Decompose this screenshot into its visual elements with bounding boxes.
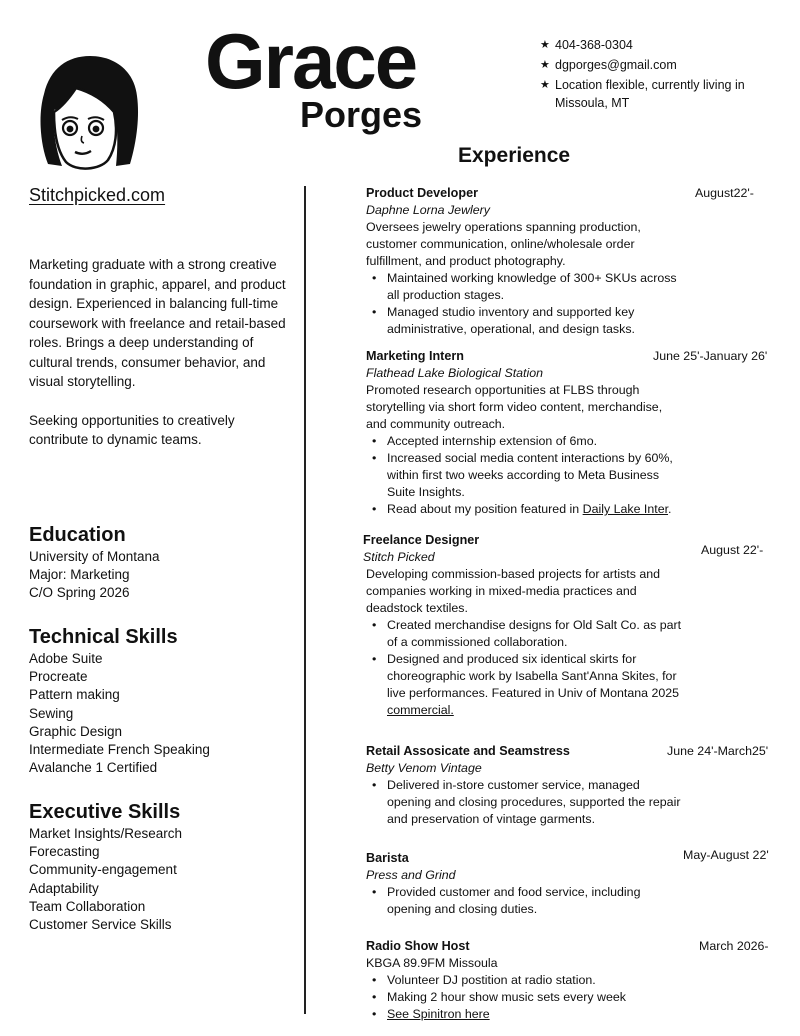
job-company: KBGA 89.9FM Missoula (366, 956, 498, 970)
job-title: Radio Show Host (366, 939, 470, 953)
education-item: C/O Spring 2026 (29, 585, 130, 601)
executive-skill-item: Forecasting (29, 844, 100, 860)
first-name: Grace (205, 17, 417, 105)
bullet-icon: • (372, 652, 377, 666)
star-icon: ★ (540, 39, 550, 51)
summary-paragraph: Marketing graduate with a strong creative foundation in graphic, apparel, and product design. Experienced in balancing full-time coursework with freelance and retail-based roles. Brings a deep understanding of cultural trends, consumer behavior, and visual storytelling. (29, 257, 286, 389)
job-bullet: • Designed and produced six identical skirts for choreographic work by Isabella Sant'Anna Skites, for live performances. Featured in Univ of Montana 2025 commercial. (372, 652, 680, 717)
technical-skill-item: Pattern making (29, 687, 120, 703)
job-bullets (366, 972, 687, 1023)
spinitron-link[interactable]: See Spinitron here (387, 1007, 490, 1021)
job-bullet: • Delivered in-store customer service, managed opening and closing procedures, supported the repair and preservation of vintage garments. (372, 778, 681, 826)
star-icon: ★ (540, 59, 550, 71)
job-title: Marketing Intern (366, 349, 464, 363)
bullet-icon: • (372, 618, 377, 632)
website-link[interactable]: Stitchpicked.com (29, 185, 166, 205)
avatar-illustration (38, 52, 140, 170)
last-name: Porges (300, 94, 423, 135)
job-bullets (366, 270, 687, 338)
job-bullet: • Managed studio inventory and supported key administrative, operational, and design tasks. (372, 305, 635, 336)
experience-heading: Experience (458, 144, 571, 167)
job-title: Product Developer (366, 186, 478, 200)
job-marketing-intern (366, 348, 771, 518)
education-section (29, 522, 160, 603)
job-bullet: • Increased social media content interactions by 60%, within first two weeks according to Meta Business Suite Insights. (372, 451, 673, 499)
education-item: University of Montana (29, 549, 160, 564)
job-company: Betty Venom Vintage (366, 761, 482, 775)
executive-skills-heading: Executive Skills (29, 801, 181, 823)
job-bullet: • Volunteer DJ postition at radio station. (372, 973, 596, 987)
job-description: Developing commission-based projects for artists and companies working in mixed-media practices and deadstock textiles. (366, 567, 661, 615)
technical-skill-item: Graphic Design (29, 723, 123, 739)
contact-list (540, 36, 780, 114)
job-company: Stitch Picked (363, 550, 435, 564)
daily-lake-inter-link[interactable]: Daily Lake Inter (582, 502, 669, 516)
commercial-link[interactable]: commercial. (387, 703, 454, 717)
job-dates: June 24'-March25' (667, 744, 769, 758)
bullet-icon: • (372, 990, 377, 1004)
job-bullet (372, 1006, 687, 1023)
job-retail-associate (366, 743, 771, 828)
job-dates: June 25'-January 26' (653, 349, 768, 363)
bullet-icon: • (372, 973, 377, 987)
job-bullets (366, 433, 687, 518)
job-company: Daphne Lorna Jewlery (366, 203, 490, 217)
job-bullets (366, 617, 687, 719)
technical-skills-heading: Technical Skills (29, 626, 178, 648)
technical-skill-item: Procreate (29, 669, 88, 685)
star-icon: ★ (540, 79, 550, 91)
job-description: Oversees jewelry operations spanning production, customer communication, online/wholesale order fulfillment, and product photography. (366, 220, 641, 268)
job-bullet: • Created merchandise designs for Old Salt Co. as part of a commissioned collaboration. (372, 618, 682, 649)
executive-skill-item: Adaptability (29, 880, 99, 896)
job-bullet: • Accepted internship extension of 6mo. (372, 434, 598, 448)
job-description: Promoted research opportunities at FLBS through storytelling via short form video content, merchandise, and community outreach. (366, 383, 663, 431)
job-bullet: • Maintained working knowledge of 300+ SKUs across all production stages. (372, 271, 677, 302)
contact-location (540, 76, 780, 112)
job-title: Freelance Designer (363, 533, 480, 547)
executive-skills-section (29, 799, 182, 934)
column-divider (304, 186, 306, 1014)
bullet-icon: • (372, 1007, 377, 1021)
job-bullet: • Read about my position featured in Daily Lake Inter. (372, 502, 672, 516)
job-dates: March 2026- (699, 939, 769, 953)
job-dates: August22'- (695, 186, 754, 200)
bullet-icon: • (372, 451, 377, 465)
technical-skill-item: Sewing (29, 705, 74, 721)
executive-skill-item: Market Insights/Research (29, 826, 183, 841)
bullet-icon: • (372, 305, 377, 319)
technical-skills-section (29, 624, 210, 777)
technical-skill-item: Adobe Suite (29, 651, 103, 666)
contact-phone (540, 36, 780, 54)
job-title: Barista (366, 851, 409, 865)
education-heading: Education (29, 524, 126, 546)
bullet-icon: • (372, 271, 377, 285)
job-product-developer (366, 185, 771, 338)
bullet-icon: • (372, 778, 377, 792)
job-bullet: • Provided customer and food service, including opening and closing duties. (372, 885, 641, 916)
summary-paragraph: Seeking opportunities to creatively contribute to dynamic teams. (29, 412, 235, 447)
job-radio-show-host (366, 938, 771, 1023)
job-company: Flathead Lake Biological Station (366, 366, 544, 380)
contact-email-text: dgporges@gmail.com (555, 58, 677, 72)
bullet-icon: • (372, 502, 377, 516)
job-barista (366, 850, 771, 918)
job-dates: May-August 22' (683, 848, 769, 862)
executive-skill-item: Team Collaboration (29, 898, 146, 914)
contact-location-text: Location flexible, currently living in Missoula, MT (555, 78, 745, 110)
technical-skill-item: Intermediate French Speaking (29, 742, 210, 758)
contact-phone-text: 404-368-0304 (555, 38, 633, 52)
education-item: Major: Marketing (29, 567, 130, 583)
job-bullets (366, 777, 687, 828)
summary (29, 255, 291, 450)
job-bullets (366, 884, 687, 918)
contact-email (540, 56, 780, 74)
job-freelance-designer (363, 532, 771, 719)
bullet-icon: • (372, 434, 377, 448)
job-company: Press and Grind (366, 868, 456, 882)
bullet-icon: • (372, 885, 377, 899)
technical-skill-item: Avalanche 1 Certified (29, 760, 158, 776)
executive-skill-item: Customer Service Skills (29, 917, 172, 933)
executive-skill-item: Community-engagement (29, 862, 177, 878)
job-bullet: • Making 2 hour show music sets every week (372, 990, 626, 1004)
job-title: Retail Assosicate and Seamstress (366, 744, 570, 758)
job-dates: August 22'- (701, 543, 764, 557)
